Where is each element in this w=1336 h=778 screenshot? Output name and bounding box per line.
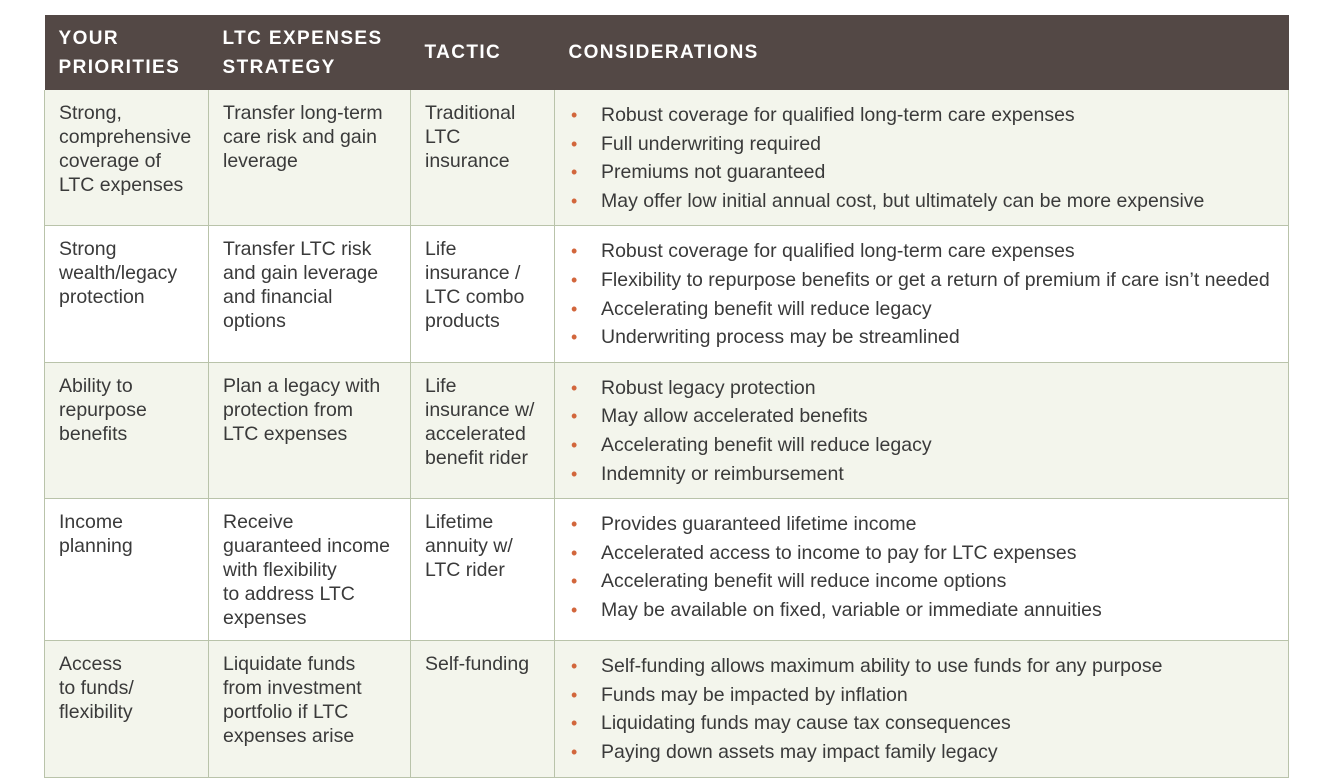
strategy-cell-line: Receive — [223, 511, 294, 534]
strategy-cell-line: expenses — [223, 607, 307, 630]
consideration-text: Flexibility to repurpose benefits or get a return of premium if care isn’t needed — [601, 268, 1270, 291]
bullet-icon: • — [571, 377, 578, 398]
list-item — [569, 652, 1274, 681]
table-body — [45, 90, 1289, 777]
strategy-cell-line: leverage — [223, 150, 298, 172]
bullet-icon: • — [571, 684, 578, 705]
considerations-cell — [555, 90, 1289, 226]
tactic-cell-line: insurance w/ — [425, 398, 535, 421]
bullet-icon: • — [571, 741, 578, 762]
strategy-cell — [209, 226, 411, 362]
tactic-cell — [411, 226, 555, 362]
list-item — [569, 567, 1274, 596]
tactic-cell-line: Life — [425, 374, 457, 397]
list-item — [569, 738, 1274, 767]
tactic-cell-line: LTC combo — [425, 286, 525, 309]
list-item — [569, 187, 1274, 216]
priority-cell — [45, 641, 209, 777]
list-item — [569, 237, 1274, 266]
table-row — [45, 499, 1289, 641]
bullet-icon: • — [571, 599, 578, 620]
priority-cell — [45, 226, 209, 362]
consideration-text: Accelerating benefit will reduce legacy — [601, 433, 932, 456]
consideration-text: May be available on fixed, variable or immediate annuities — [601, 598, 1102, 621]
tactic-cell — [411, 641, 555, 777]
bullet-icon: • — [571, 514, 578, 535]
list-item — [569, 323, 1274, 352]
consideration-text: Full underwriting required — [601, 132, 822, 155]
considerations-list — [569, 374, 1274, 488]
strategy-cell — [209, 499, 411, 641]
priority-cell-line: flexibility — [59, 701, 133, 724]
tactic-cell-line: products — [425, 310, 500, 333]
strategy-cell-line: to address LTC — [223, 583, 355, 606]
strategy-cell-line: and gain leverage — [223, 262, 379, 285]
tactic-cell-line: benefit rider — [425, 446, 528, 469]
consideration-text: Indemnity or reimbursement — [601, 462, 844, 485]
tactic-cell — [411, 362, 555, 498]
bullet-icon: • — [571, 571, 578, 592]
list-item — [569, 374, 1274, 403]
tactic-cell-line: accelerated — [425, 422, 526, 445]
consideration-text: Self-funding allows maximum ability to use funds for any purpose — [601, 655, 1163, 678]
table-row — [45, 641, 1289, 777]
priority-cell — [45, 362, 209, 498]
priority-cell-line: coverage of — [59, 150, 161, 172]
tactic-cell-line: Lifetime — [425, 511, 494, 534]
priority-cell-line: protection — [59, 286, 145, 309]
bullet-icon: • — [571, 406, 578, 427]
strategy-cell-line: protection from — [223, 398, 354, 421]
list-item — [569, 596, 1274, 625]
tactic-cell-line: Traditional — [425, 102, 516, 124]
list-item — [569, 431, 1274, 460]
priority-cell-line: to funds/ — [59, 677, 134, 700]
bullet-icon: • — [571, 190, 578, 211]
consideration-text: Robust coverage for qualified long-term care expenses — [601, 240, 1075, 263]
list-item — [569, 158, 1274, 187]
consideration-text: Paying down assets may impact family legacy — [601, 740, 998, 763]
consideration-text: Robust legacy protection — [601, 376, 816, 399]
considerations-list — [569, 101, 1274, 215]
priority-cell-line: Access — [59, 653, 122, 676]
tactic-cell-line: LTC rider — [425, 559, 505, 582]
consideration-text: Accelerating benefit will reduce income options — [601, 570, 1007, 593]
consideration-text: May offer low initial annual cost, but ultimately can be more expensive — [601, 189, 1205, 212]
tactic-cell-line: Life — [425, 238, 457, 261]
strategy-cell-line: with flexibility — [223, 559, 337, 582]
strategy-cell-line: Liquidate funds — [223, 653, 356, 676]
list-item — [569, 681, 1274, 710]
strategy-cell-line: Transfer LTC risk — [223, 238, 372, 261]
considerations-cell — [555, 362, 1289, 498]
strategy-cell-line: portfolio if LTC — [223, 701, 349, 724]
tactic-cell — [411, 499, 555, 641]
strategy-cell-line: options — [223, 310, 286, 333]
strategy-cell — [209, 362, 411, 498]
considerations-cell — [555, 499, 1289, 641]
table-row — [45, 226, 1289, 362]
list-item — [569, 460, 1274, 489]
bullet-icon: • — [571, 542, 578, 563]
ltc-strategy-table — [44, 15, 1289, 778]
bullet-icon: • — [571, 105, 578, 125]
bullet-icon: • — [571, 133, 578, 154]
consideration-text: Accelerating benefit will reduce legacy — [601, 297, 932, 320]
list-item — [569, 266, 1274, 295]
priority-cell-line: wealth/legacy — [59, 262, 178, 285]
header-considerations: CONSIDERATIONS — [568, 42, 759, 63]
strategy-cell-line: from investment — [223, 677, 362, 700]
bullet-icon: • — [571, 463, 578, 484]
tactic-cell-line: insurance — [425, 150, 510, 172]
header-priorities: YOUR PRIORITIES — [58, 27, 181, 78]
considerations-cell — [555, 226, 1289, 362]
strategy-cell-line: Plan a legacy with — [223, 374, 381, 397]
tactic-cell-line: LTC — [425, 126, 461, 148]
consideration-text: Underwriting process may be streamlined — [601, 326, 960, 349]
list-item — [569, 510, 1274, 539]
priority-cell-line: planning — [59, 535, 133, 558]
header-strategy: LTC EXPENSES STRATEGY — [222, 27, 383, 78]
header-row — [45, 15, 1289, 90]
considerations-list — [569, 652, 1274, 766]
strategy-cell-line: and financial — [223, 286, 333, 309]
consideration-text: Accelerated access to income to pay for LTC expenses — [601, 541, 1077, 564]
considerations-cell — [555, 641, 1289, 777]
bullet-icon: • — [571, 241, 578, 262]
header-tactic: TACTIC — [424, 42, 502, 63]
consideration-text: May allow accelerated benefits — [601, 405, 868, 428]
considerations-list — [569, 237, 1274, 351]
table-header — [45, 15, 1289, 90]
ltc-strategy-table-container — [44, 15, 1288, 778]
list-item — [569, 130, 1274, 159]
list-item — [569, 295, 1274, 324]
priority-cell-line: Strong, — [59, 102, 122, 124]
consideration-text: Funds may be impacted by inflation — [601, 683, 908, 706]
bullet-icon: • — [571, 269, 578, 290]
consideration-text: Provides guaranteed lifetime income — [601, 513, 917, 536]
tactic-cell-line: Self-funding — [425, 653, 530, 676]
tactic-cell-line: annuity w/ — [425, 535, 513, 558]
tactic-cell — [411, 90, 555, 226]
strategy-cell-line: Transfer long-term — [223, 102, 383, 124]
bullet-icon: • — [571, 656, 578, 677]
priority-cell — [45, 499, 209, 641]
priority-cell — [45, 90, 209, 226]
bullet-icon: • — [571, 298, 578, 319]
considerations-list — [569, 510, 1274, 624]
consideration-text: Liquidating funds may cause tax consequences — [601, 712, 1011, 735]
strategy-cell — [209, 90, 411, 226]
bullet-icon: • — [571, 162, 578, 183]
consideration-text: Premiums not guaranteed — [601, 161, 826, 184]
strategy-cell-line: LTC expenses — [223, 422, 348, 445]
priority-cell-line: Income — [59, 511, 123, 534]
priority-cell-line: LTC expenses — [59, 174, 184, 196]
tactic-cell-line: insurance / — [425, 262, 521, 285]
table-row — [45, 362, 1289, 498]
strategy-cell — [209, 641, 411, 777]
list-item — [569, 709, 1274, 738]
list-item — [569, 101, 1274, 130]
consideration-text: Robust coverage for qualified long-term care expenses — [601, 104, 1075, 126]
priority-cell-line: repurpose — [59, 398, 147, 421]
strategy-cell-line: care risk and gain — [223, 126, 377, 148]
priority-cell-line: benefits — [59, 422, 128, 445]
priority-cell-line: comprehensive — [59, 126, 192, 148]
table-row — [45, 90, 1289, 226]
list-item — [569, 539, 1274, 568]
bullet-icon: • — [571, 713, 578, 734]
list-item — [569, 402, 1274, 431]
strategy-cell-line: expenses arise — [223, 725, 355, 748]
strategy-cell-line: guaranteed income — [223, 535, 390, 558]
priority-cell-line: Ability to — [59, 374, 133, 397]
priority-cell-line: Strong — [59, 238, 117, 261]
bullet-icon: • — [571, 327, 578, 348]
bullet-icon: • — [571, 434, 578, 455]
